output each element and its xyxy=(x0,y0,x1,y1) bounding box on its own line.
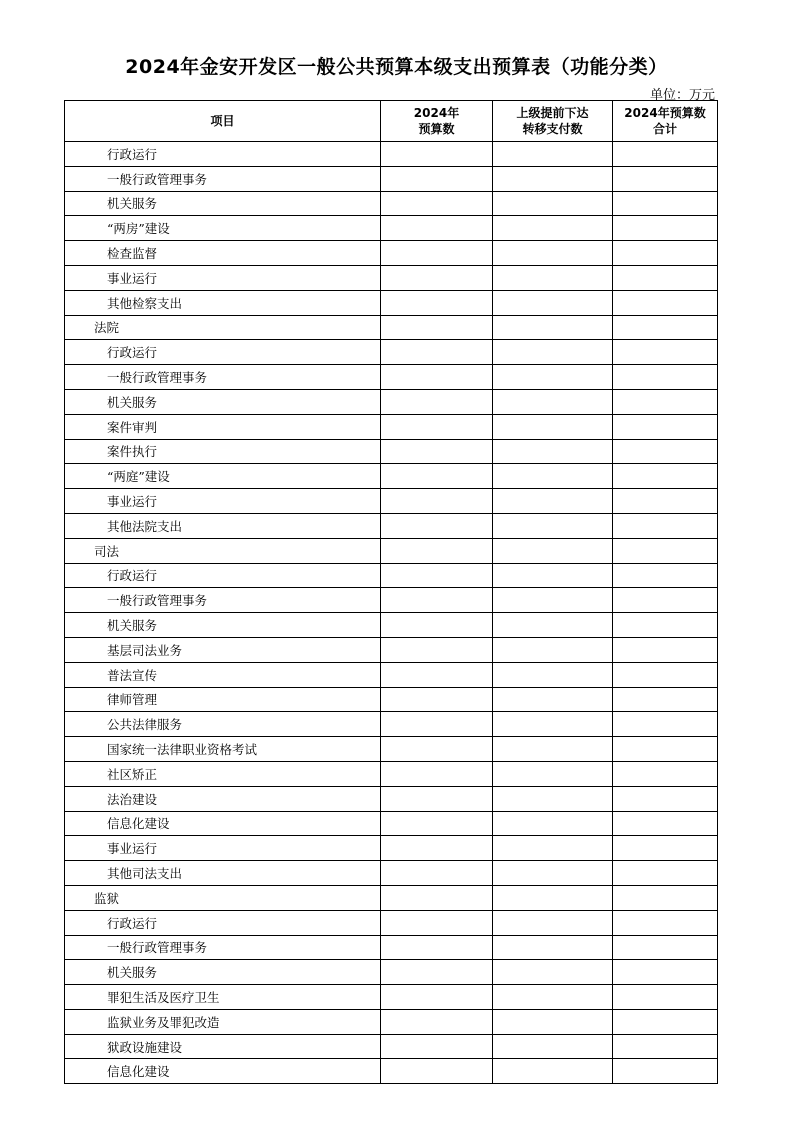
transfer-cell xyxy=(493,836,613,861)
total-cell xyxy=(613,861,718,886)
table-row xyxy=(65,142,718,167)
category-name-cell: 法院 xyxy=(65,315,381,340)
header-total xyxy=(613,101,718,142)
transfer-cell xyxy=(493,241,613,266)
budget-2024-cell xyxy=(381,1009,493,1034)
total-cell xyxy=(613,935,718,960)
budget-2024-cell xyxy=(381,761,493,786)
transfer-cell xyxy=(493,811,613,836)
transfer-cell xyxy=(493,464,613,489)
total-cell xyxy=(613,637,718,662)
total-cell xyxy=(613,761,718,786)
table-row xyxy=(65,389,718,414)
transfer-cell xyxy=(493,588,613,613)
total-cell xyxy=(613,1034,718,1059)
total-cell xyxy=(613,885,718,910)
item-name-cell: 信息化建设 xyxy=(65,811,381,836)
total-cell xyxy=(613,216,718,241)
item-name-cell: “两庭”建设 xyxy=(65,464,381,489)
budget-2024-cell xyxy=(381,365,493,390)
item-name-cell: 行政运行 xyxy=(65,910,381,935)
budget-2024-cell xyxy=(381,290,493,315)
item-name-cell: 行政运行 xyxy=(65,340,381,365)
total-cell xyxy=(613,1009,718,1034)
table-row xyxy=(65,836,718,861)
budget-2024-cell xyxy=(381,1059,493,1084)
budget-2024-cell xyxy=(381,861,493,886)
transfer-cell xyxy=(493,414,613,439)
table-row xyxy=(65,489,718,514)
budget-2024-cell xyxy=(381,315,493,340)
item-name-cell: 罪犯生活及医疗卫生 xyxy=(65,985,381,1010)
transfer-cell xyxy=(493,315,613,340)
table-body xyxy=(65,142,718,1084)
budget-2024-cell xyxy=(381,836,493,861)
budget-2024-cell xyxy=(381,439,493,464)
transfer-cell xyxy=(493,786,613,811)
total-cell xyxy=(613,910,718,935)
table-row xyxy=(65,191,718,216)
budget-2024-cell xyxy=(381,216,493,241)
item-name-cell: 普法宣传 xyxy=(65,662,381,687)
transfer-cell xyxy=(493,985,613,1010)
total-cell xyxy=(613,985,718,1010)
item-name-cell: 国家统一法律职业资格考试 xyxy=(65,737,381,762)
total-cell xyxy=(613,588,718,613)
budget-2024-cell xyxy=(381,588,493,613)
total-cell xyxy=(613,489,718,514)
transfer-cell xyxy=(493,687,613,712)
item-name-cell: 信息化建设 xyxy=(65,1059,381,1084)
total-cell xyxy=(613,1059,718,1084)
category-name-cell: 监狱 xyxy=(65,885,381,910)
total-cell xyxy=(613,836,718,861)
header-transfer xyxy=(493,101,613,142)
table-row xyxy=(65,687,718,712)
transfer-cell xyxy=(493,563,613,588)
table-row xyxy=(65,588,718,613)
total-cell xyxy=(613,687,718,712)
transfer-cell xyxy=(493,737,613,762)
item-name-cell: 其他法院支出 xyxy=(65,513,381,538)
item-name-cell: 一般行政管理事务 xyxy=(65,588,381,613)
transfer-cell xyxy=(493,712,613,737)
budget-2024-cell xyxy=(381,538,493,563)
table-row xyxy=(65,613,718,638)
header-budget-2024-line1: 2024年 xyxy=(413,106,460,120)
table-row xyxy=(65,935,718,960)
total-cell xyxy=(613,166,718,191)
transfer-cell xyxy=(493,265,613,290)
header-item: 项目 xyxy=(65,101,381,142)
table-row xyxy=(65,166,718,191)
table-row xyxy=(65,861,718,886)
table-row xyxy=(65,513,718,538)
transfer-cell xyxy=(493,166,613,191)
header-budget-2024-line2: 预算数 xyxy=(418,122,455,136)
total-cell xyxy=(613,389,718,414)
budget-2024-cell xyxy=(381,340,493,365)
item-name-cell: 案件执行 xyxy=(65,439,381,464)
table-row xyxy=(65,265,718,290)
total-cell xyxy=(613,811,718,836)
total-cell xyxy=(613,241,718,266)
table-row xyxy=(65,563,718,588)
table-row xyxy=(65,712,718,737)
transfer-cell xyxy=(493,885,613,910)
transfer-cell xyxy=(493,489,613,514)
total-cell xyxy=(613,365,718,390)
table-row xyxy=(65,290,718,315)
budget-2024-cell xyxy=(381,786,493,811)
total-cell xyxy=(613,439,718,464)
item-name-cell: 事业运行 xyxy=(65,265,381,290)
table-row xyxy=(65,1034,718,1059)
total-cell xyxy=(613,464,718,489)
total-cell xyxy=(613,960,718,985)
budget-2024-cell xyxy=(381,687,493,712)
budget-table xyxy=(64,100,718,1084)
transfer-cell xyxy=(493,340,613,365)
transfer-cell xyxy=(493,960,613,985)
total-cell xyxy=(613,786,718,811)
transfer-cell xyxy=(493,861,613,886)
item-name-cell: 事业运行 xyxy=(65,489,381,514)
transfer-cell xyxy=(493,1059,613,1084)
table-row xyxy=(65,414,718,439)
table-row xyxy=(65,365,718,390)
transfer-cell xyxy=(493,1034,613,1059)
item-name-cell: 事业运行 xyxy=(65,836,381,861)
item-name-cell: 机关服务 xyxy=(65,191,381,216)
transfer-cell xyxy=(493,637,613,662)
item-name-cell: 一般行政管理事务 xyxy=(65,365,381,390)
budget-2024-cell xyxy=(381,142,493,167)
table-row xyxy=(65,761,718,786)
budget-2024-cell xyxy=(381,265,493,290)
item-name-cell: 公共法律服务 xyxy=(65,712,381,737)
total-cell xyxy=(613,513,718,538)
total-cell xyxy=(613,414,718,439)
budget-2024-cell xyxy=(381,985,493,1010)
transfer-cell xyxy=(493,191,613,216)
transfer-cell xyxy=(493,613,613,638)
budget-2024-cell xyxy=(381,191,493,216)
transfer-cell xyxy=(493,216,613,241)
total-cell xyxy=(613,662,718,687)
budget-2024-cell xyxy=(381,464,493,489)
unit-label: 单位：万元 xyxy=(649,88,715,103)
item-name-cell: 机关服务 xyxy=(65,960,381,985)
budget-2024-cell xyxy=(381,613,493,638)
transfer-cell xyxy=(493,389,613,414)
budget-2024-cell xyxy=(381,414,493,439)
budget-2024-cell xyxy=(381,1034,493,1059)
table-row xyxy=(65,960,718,985)
transfer-cell xyxy=(493,142,613,167)
item-name-cell: 案件审判 xyxy=(65,414,381,439)
table-row xyxy=(65,538,718,563)
transfer-cell xyxy=(493,761,613,786)
item-name-cell: 检查监督 xyxy=(65,241,381,266)
budget-2024-cell xyxy=(381,885,493,910)
budget-2024-cell xyxy=(381,737,493,762)
total-cell xyxy=(613,290,718,315)
budget-2024-cell xyxy=(381,960,493,985)
transfer-cell xyxy=(493,290,613,315)
page-title: 2024年金安开发区一般公共预算本级支出预算表（功能分类） xyxy=(125,56,668,78)
item-name-cell: 行政运行 xyxy=(65,563,381,588)
budget-2024-cell xyxy=(381,166,493,191)
transfer-cell xyxy=(493,910,613,935)
total-cell xyxy=(613,712,718,737)
total-cell xyxy=(613,340,718,365)
header-total-line1: 2024年预算数 xyxy=(624,106,706,120)
budget-2024-cell xyxy=(381,662,493,687)
table-row xyxy=(65,637,718,662)
item-name-cell: 狱政设施建设 xyxy=(65,1034,381,1059)
budget-2024-cell xyxy=(381,811,493,836)
total-cell xyxy=(613,563,718,588)
total-cell xyxy=(613,613,718,638)
header-transfer-line1: 上级提前下达 xyxy=(516,106,589,120)
item-name-cell: 一般行政管理事务 xyxy=(65,935,381,960)
budget-2024-cell xyxy=(381,563,493,588)
total-cell xyxy=(613,315,718,340)
item-name-cell: 机关服务 xyxy=(65,613,381,638)
budget-2024-cell xyxy=(381,241,493,266)
item-name-cell: 机关服务 xyxy=(65,389,381,414)
budget-2024-cell xyxy=(381,935,493,960)
total-cell xyxy=(613,265,718,290)
transfer-cell xyxy=(493,513,613,538)
total-cell xyxy=(613,538,718,563)
transfer-cell xyxy=(493,538,613,563)
item-name-cell: 行政运行 xyxy=(65,142,381,167)
table-row xyxy=(65,340,718,365)
table-row xyxy=(65,811,718,836)
transfer-cell xyxy=(493,439,613,464)
item-name-cell: 社区矫正 xyxy=(65,761,381,786)
table-row xyxy=(65,662,718,687)
table-row xyxy=(65,885,718,910)
item-name-cell: 法治建设 xyxy=(65,786,381,811)
budget-2024-cell xyxy=(381,513,493,538)
item-name-cell: 律师管理 xyxy=(65,687,381,712)
table-row xyxy=(65,439,718,464)
table-row xyxy=(65,910,718,935)
transfer-cell xyxy=(493,935,613,960)
header-budget-2024 xyxy=(381,101,493,142)
item-name-cell: 其他检察支出 xyxy=(65,290,381,315)
budget-2024-cell xyxy=(381,712,493,737)
item-name-cell: “两房”建设 xyxy=(65,216,381,241)
budget-2024-cell xyxy=(381,637,493,662)
transfer-cell xyxy=(493,1009,613,1034)
item-name-cell: 基层司法业务 xyxy=(65,637,381,662)
budget-2024-cell xyxy=(381,910,493,935)
total-cell xyxy=(613,191,718,216)
transfer-cell xyxy=(493,365,613,390)
category-name-cell: 司法 xyxy=(65,538,381,563)
item-name-cell: 其他司法支出 xyxy=(65,861,381,886)
total-cell xyxy=(613,142,718,167)
table-row xyxy=(65,464,718,489)
table-row xyxy=(65,985,718,1010)
table-row xyxy=(65,1059,718,1084)
table-row xyxy=(65,241,718,266)
table-row xyxy=(65,1009,718,1034)
header-transfer-line2: 转移支付数 xyxy=(522,122,583,136)
header-total-line2: 合计 xyxy=(652,122,677,136)
table-row xyxy=(65,216,718,241)
table-row xyxy=(65,786,718,811)
item-name-cell: 一般行政管理事务 xyxy=(65,166,381,191)
total-cell xyxy=(613,737,718,762)
table-row xyxy=(65,315,718,340)
item-name-cell: 监狱业务及罪犯改造 xyxy=(65,1009,381,1034)
table-row xyxy=(65,737,718,762)
transfer-cell xyxy=(493,662,613,687)
budget-2024-cell xyxy=(381,389,493,414)
header-row xyxy=(65,101,718,142)
budget-2024-cell xyxy=(381,489,493,514)
